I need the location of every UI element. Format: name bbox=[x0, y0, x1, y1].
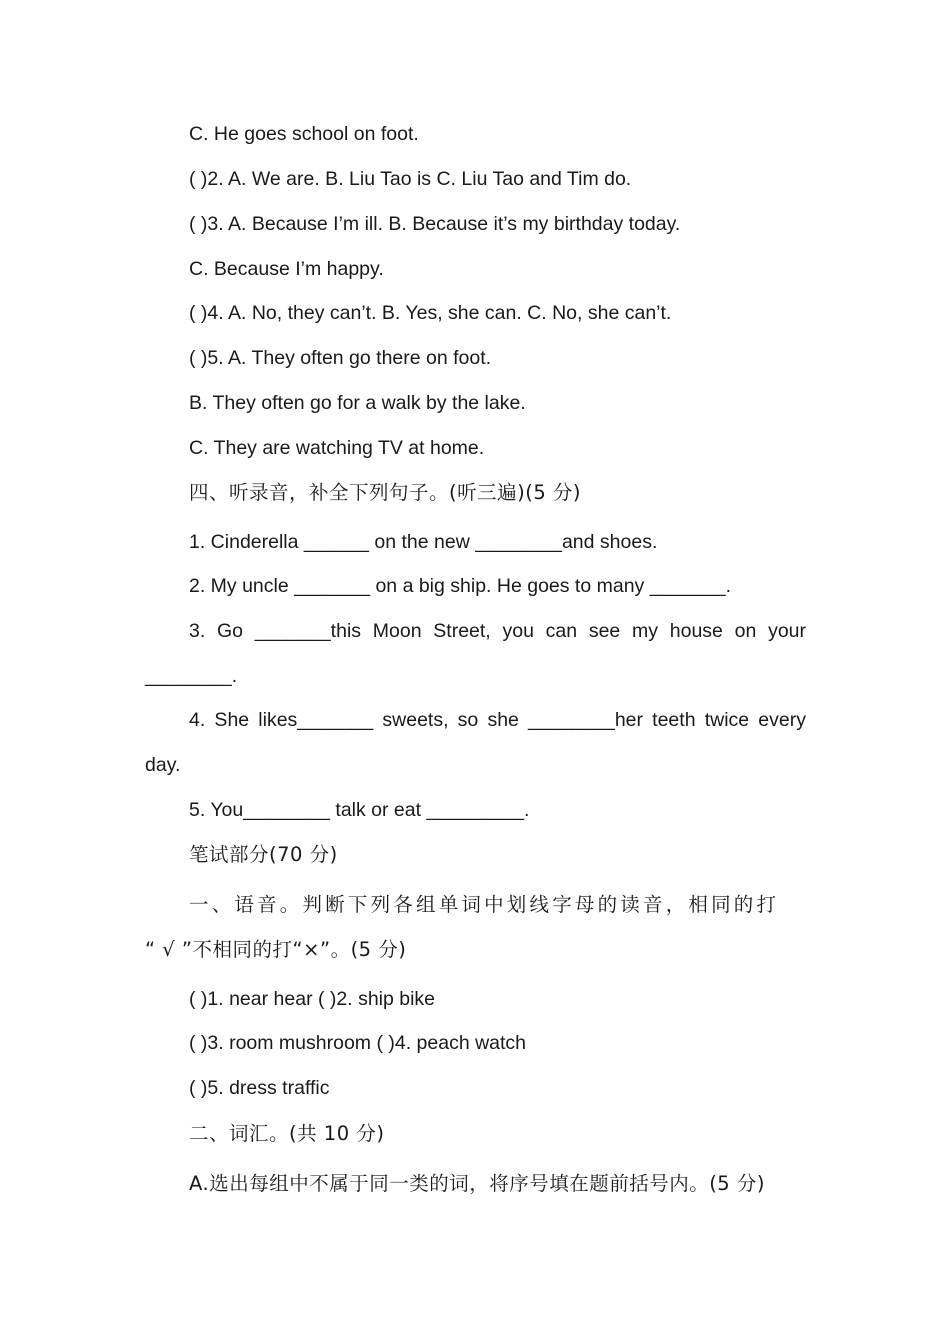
vocabulary-part-a-instruction: A.选出每组中不属于同一类的词，将序号填在题前括号内。(5 分) bbox=[189, 1172, 766, 1195]
fill-sentence-1: 1. Cinderella ______ on the new ________and shoes. bbox=[189, 531, 658, 553]
option-line: C. They are watching TV at home. bbox=[189, 437, 485, 459]
section-heading-phonetics-continued: “ √ ”不相同的打“×”。(5 分) bbox=[145, 938, 407, 961]
question-2: ( )2. A. We are. B. Liu Tao is C. Liu Tao and Tim do. bbox=[189, 168, 632, 190]
question-4: ( )4. A. No, they can’t. B. Yes, she can. C. No, she can’t. bbox=[189, 302, 672, 324]
phonetics-items-3-4: ( )3. room mushroom ( )4. peach watch bbox=[189, 1032, 527, 1054]
fill-sentence-3-continued: ________. bbox=[145, 665, 238, 687]
phonetics-items-1-2: ( )1. near hear ( )2. ship bike bbox=[189, 988, 436, 1010]
question-5: ( )5. A. They often go there on foot. bbox=[189, 347, 492, 369]
phonetics-item-5: ( )5. dress traffic bbox=[189, 1077, 330, 1099]
section-heading-phonetics: 一、语音。判断下列各组单词中划线字母的读音，相同的打 bbox=[189, 893, 780, 916]
fill-sentence-5: 5. You________ talk or eat _________. bbox=[189, 799, 530, 821]
question-3: ( )3. A. Because I’m ill. B. Because it’s my birthday today. bbox=[189, 213, 681, 235]
option-line: C. Because I’m happy. bbox=[189, 258, 384, 280]
fill-sentence-3: 3. Go _______this Moon Street, you can see my house on your bbox=[189, 620, 806, 642]
section-heading-vocabulary: 二、词汇。(共 10 分) bbox=[189, 1122, 385, 1145]
section-heading-written-part: 笔试部分(70 分) bbox=[189, 843, 338, 866]
fill-sentence-4: 4. She likes_______ sweets, so she ________her teeth twice every bbox=[189, 709, 806, 731]
fill-sentence-2: 2. My uncle _______ on a big ship. He goes to many _______. bbox=[189, 575, 732, 597]
fill-sentence-4-continued: day. bbox=[145, 754, 181, 776]
option-line: C. He goes school on foot. bbox=[189, 123, 419, 145]
option-line: B. They often go for a walk by the lake. bbox=[189, 392, 526, 414]
section-heading-listening-fill: 四、听录音，补全下列句子。(听三遍)(5 分) bbox=[189, 481, 582, 504]
